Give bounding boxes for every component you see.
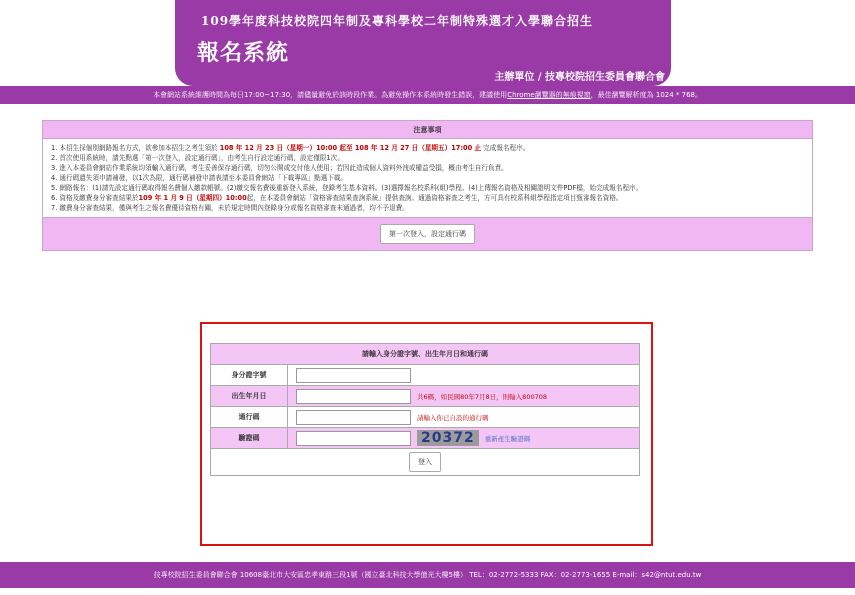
notice-text-after: ，最佳瀏覽解析度為 1024 * 768。 (590, 91, 703, 99)
password-hint: 請輸入你已自設的通行碼 (417, 413, 489, 422)
birth-date-input[interactable] (296, 389, 411, 404)
note-item: 4. 通行碼遺失須申請補發，以1次為限，通行碼補發申請表請至本委員會網站「下載專區」點選下載。 (51, 174, 348, 182)
note-item: 2. 首次使用系統時，請先點選「第一次登入，設定通行碼」，由考生自行設定通行碼，設定僅限1次。 (51, 154, 344, 162)
page-title: 報名系統 (197, 41, 290, 66)
regenerate-captcha-link[interactable]: 重新產生驗證碼 (484, 434, 531, 443)
birth-row (211, 386, 639, 407)
first-login-bar (43, 217, 812, 250)
notes-body (43, 139, 812, 217)
login-button[interactable]: 登入 (409, 452, 441, 472)
notes-panel (42, 120, 813, 251)
note-item: 5. 網路報名：(1)請先設定通行碼取得報名費個人繳款帳號。(2)繳交報名費後重新登入系統，登錄考生基本資料。(3)選擇報名校系科(組)學程。(4)上傳報名資格及相關證明文件PDF檔，始完成報名程序。 (51, 184, 643, 192)
password-input[interactable] (296, 410, 411, 425)
notes-header: 注意事項 (43, 121, 812, 139)
password-row (211, 407, 639, 428)
login-form-title: 請輸入身分證字號、出生年月日和通行碼 (211, 344, 639, 365)
notice-text-before: 本會網站系統維護時間為每日17:00~17:30，請儘量避免於該時段作業。為避免操作本系統時發生錯誤，建議使用 (152, 91, 508, 99)
login-form (210, 343, 640, 476)
id-row (211, 365, 639, 386)
id-label: 身分證字號 (211, 365, 288, 385)
first-login-button[interactable]: 第一次登入，設定通行碼 (380, 224, 475, 244)
captcha-input[interactable] (296, 431, 411, 446)
maintenance-notice (0, 86, 855, 104)
note-item: 6. 資格及繳費身分審查結果於109 年 1 月 9 日（星期四）10:00起，在本委員會網站「資格審查結果查詢系統」提供查詢。通過資格審查之考生，方可具有校系科組學程指定項目甄審報名資格。 (51, 194, 623, 202)
header-subtitle: 109學年度科技校院四年制及專科學校二年制特殊選才入學聯合招生 (201, 14, 594, 28)
captcha-image: 20372 (417, 430, 479, 446)
birth-label: 出生年月日 (211, 386, 288, 406)
header-banner (175, 0, 671, 86)
note-item: 1. 本招生採個別網路報名方式，欲參加本招生之考生須於 108 年 12 月 23 日（星期一）10:00 起至 108 年 12 月 27 日（星期五）17:00 止 完成報名程序。 (51, 144, 530, 152)
chrome-link[interactable]: Chrome瀏覽器的無痕視窗 (507, 91, 591, 99)
organizer-label: 主辦單位 / 技專校院招生委員會聯合會 (494, 72, 665, 83)
birth-hint: 共6碼，如民國80年7月8日，則輸入800708 (417, 392, 547, 401)
submit-row (211, 449, 639, 475)
footer: 技專校院招生委員會聯合會 10608臺北市大安區忠孝東路三段1號（國立臺北科技大學億光大樓5樓） TEL：02-2772-5333 FAX：02-2773-1655 E-mail：s42@ntut.edu.tw (0, 562, 855, 588)
note-item: 3. 進入本委員會網站作業系統均須輸入通行碼，考生妥善保存通行碼，切勿公開或交付他人使用；若因此造成個人資料外洩或權益受損，概由考生自行負責。 (51, 164, 508, 172)
id-number-input[interactable] (296, 368, 411, 383)
note-item: 7. 繳費身分審查結果，僅與考生之報名費優待資格有關，未於規定時間內登錄身分或報名資格審查未通過者，均不予退費。 (51, 204, 409, 212)
password-label: 通行碼 (211, 407, 288, 427)
captcha-label: 驗證碼 (211, 428, 288, 448)
captcha-row (211, 428, 639, 449)
